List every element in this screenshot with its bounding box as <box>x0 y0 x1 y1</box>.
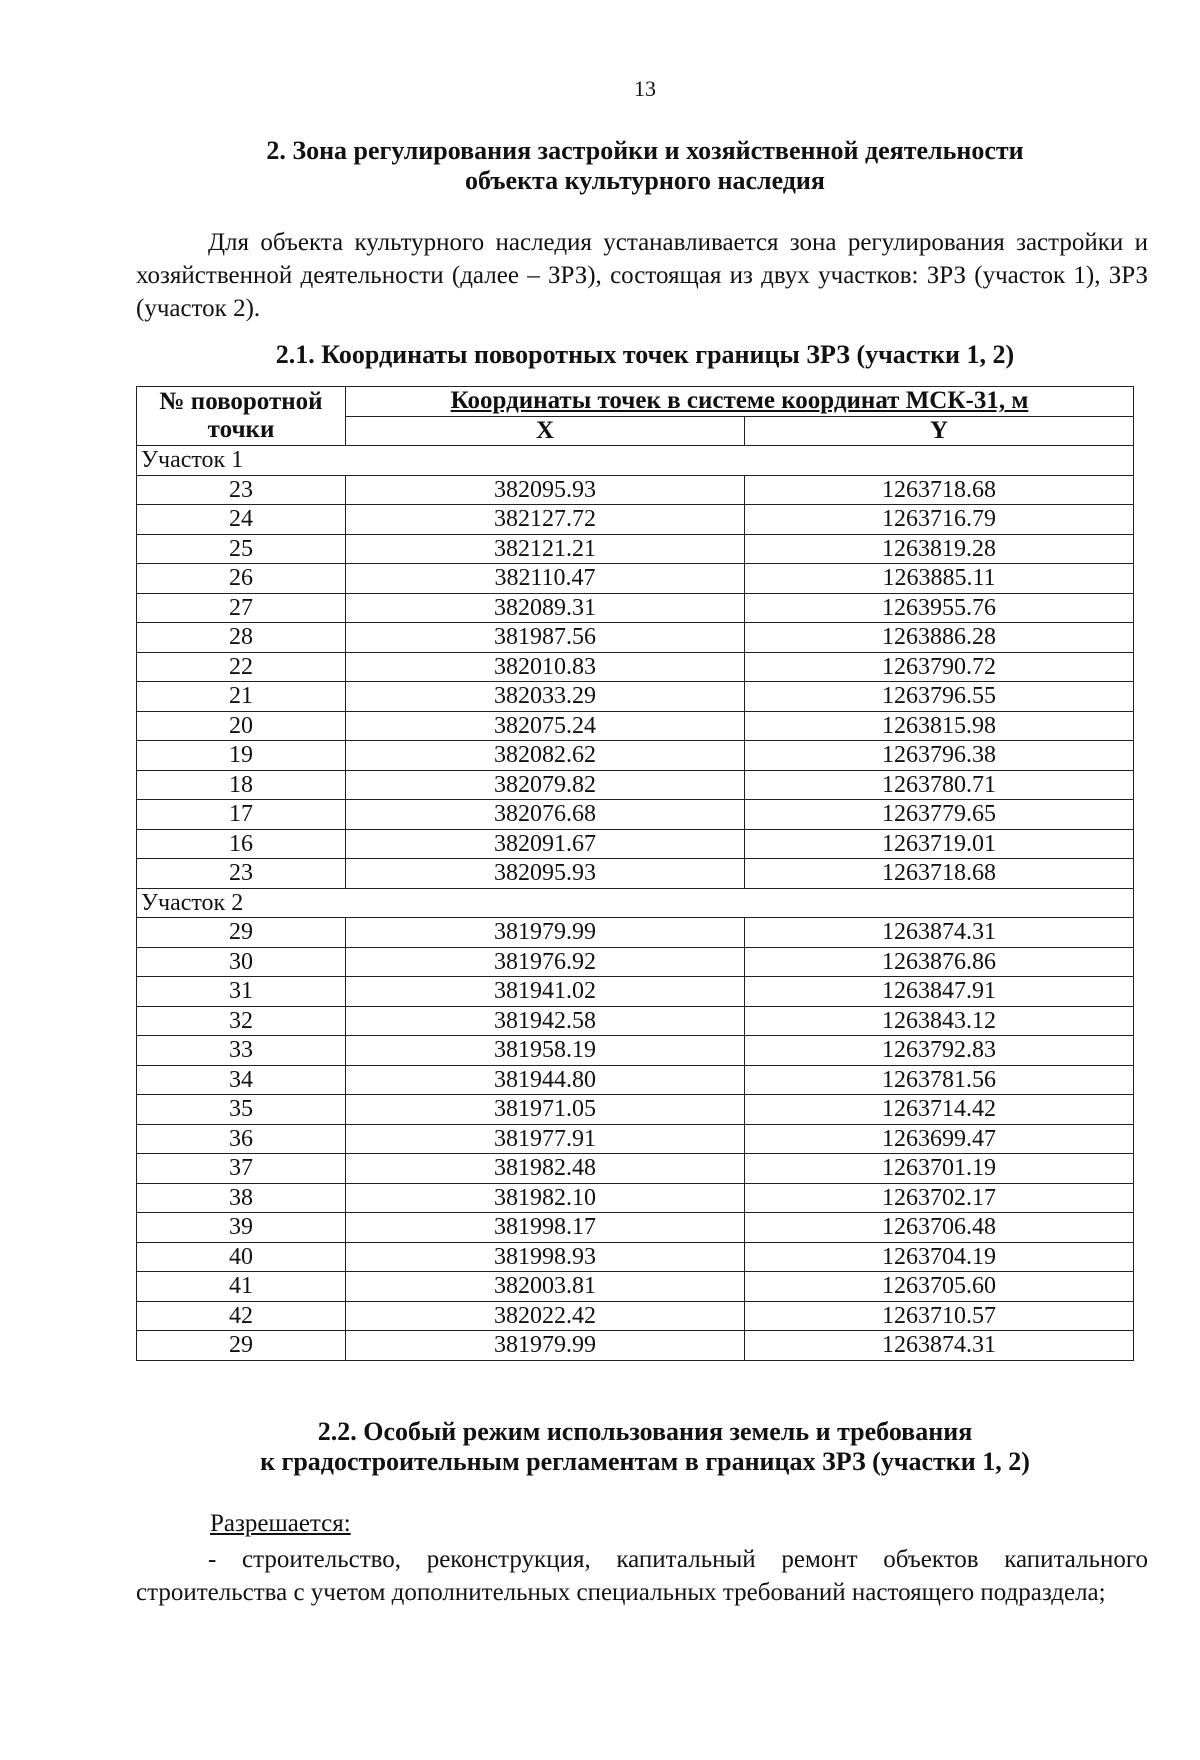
y-coordinate-cell: 1263718.68 <box>745 859 1134 889</box>
x-coordinate-cell: 382091.67 <box>346 829 745 859</box>
y-coordinate-cell: 1263876.86 <box>745 947 1134 977</box>
table-row <box>137 711 1134 741</box>
point-number-cell: 32 <box>137 1006 346 1036</box>
x-coordinate-cell: 381958.19 <box>346 1036 745 1066</box>
section-title-line-2: объекта культурного наследия <box>465 166 825 195</box>
x-coordinate-cell: 382095.93 <box>346 859 745 889</box>
section-label: Участок 1 <box>137 446 1134 476</box>
point-number-cell: 23 <box>137 475 346 505</box>
table-row <box>137 1095 1134 1125</box>
table-row <box>137 1183 1134 1213</box>
y-coordinate-cell: 1263701.19 <box>745 1154 1134 1184</box>
subsection-title-line-1: 2.2. Особый режим использования земель и требования <box>317 1417 973 1446</box>
y-coordinate-cell: 1263718.68 <box>745 475 1134 505</box>
point-number-cell: 28 <box>137 623 346 653</box>
x-coordinate-cell: 381971.05 <box>346 1095 745 1125</box>
table-row <box>137 829 1134 859</box>
point-number-cell: 29 <box>137 1331 346 1361</box>
x-coordinate-cell: 382075.24 <box>346 711 745 741</box>
x-coordinate-cell: 382076.68 <box>346 800 745 830</box>
table-row <box>137 1242 1134 1272</box>
table-row <box>137 859 1134 889</box>
x-coordinate-cell: 381987.56 <box>346 623 745 653</box>
table-row <box>137 593 1134 623</box>
section-title <box>120 136 1170 196</box>
table-row <box>137 1036 1134 1066</box>
section-label: Участок 2 <box>137 888 1134 918</box>
section-title-line-1: 2. Зона регулирования застройки и хозяйственной деятельности <box>266 136 1024 165</box>
point-number-cell: 30 <box>137 947 346 977</box>
table-row <box>137 623 1134 653</box>
point-number-cell: 27 <box>137 593 346 623</box>
point-number-cell: 21 <box>137 682 346 712</box>
table-row <box>137 652 1134 682</box>
section-row <box>137 888 1134 918</box>
x-coordinate-cell: 382022.42 <box>346 1301 745 1331</box>
x-coordinate-cell: 381941.02 <box>346 977 745 1007</box>
y-coordinate-cell: 1263716.79 <box>745 505 1134 535</box>
point-number-cell: 23 <box>137 859 346 889</box>
table-row <box>137 741 1134 771</box>
y-coordinate-cell: 1263815.98 <box>745 711 1134 741</box>
x-coordinate-cell: 381998.17 <box>346 1213 745 1243</box>
table-row <box>137 1006 1134 1036</box>
y-coordinate-cell: 1263885.11 <box>745 564 1134 594</box>
x-coordinate-cell: 381998.93 <box>346 1242 745 1272</box>
point-number-cell: 17 <box>137 800 346 830</box>
table-row <box>137 1272 1134 1302</box>
y-coordinate-cell: 1263796.38 <box>745 741 1134 771</box>
x-coordinate-cell: 381982.10 <box>346 1183 745 1213</box>
header-x: X <box>346 416 745 446</box>
table-row <box>137 1301 1134 1331</box>
x-coordinate-cell: 381944.80 <box>346 1065 745 1095</box>
table-row <box>137 1065 1134 1095</box>
table-row <box>137 564 1134 594</box>
table-row <box>137 947 1134 977</box>
x-coordinate-cell: 382089.31 <box>346 593 745 623</box>
point-number-cell: 40 <box>137 1242 346 1272</box>
point-number-cell: 25 <box>137 534 346 564</box>
y-coordinate-cell: 1263847.91 <box>745 977 1134 1007</box>
point-number-cell: 34 <box>137 1065 346 1095</box>
x-coordinate-cell: 382033.29 <box>346 682 745 712</box>
point-number-cell: 16 <box>137 829 346 859</box>
x-coordinate-cell: 382079.82 <box>346 770 745 800</box>
point-number-cell: 26 <box>137 564 346 594</box>
x-coordinate-cell: 381982.48 <box>346 1154 745 1184</box>
x-coordinate-cell: 381942.58 <box>346 1006 745 1036</box>
y-coordinate-cell: 1263705.60 <box>745 1272 1134 1302</box>
allowed-paragraph <box>136 1543 1148 1609</box>
x-coordinate-cell: 382110.47 <box>346 564 745 594</box>
y-coordinate-cell: 1263780.71 <box>745 770 1134 800</box>
coordinates-table-body <box>137 446 1134 1361</box>
header-point-number: № поворотной точки <box>137 387 346 446</box>
y-coordinate-cell: 1263790.72 <box>745 652 1134 682</box>
intro-paragraph <box>136 226 1148 325</box>
coordinates-table <box>136 386 1134 1361</box>
table-row <box>137 1124 1134 1154</box>
table-row <box>137 977 1134 1007</box>
point-number-cell: 18 <box>137 770 346 800</box>
point-number-cell: 37 <box>137 1154 346 1184</box>
y-coordinate-cell: 1263702.17 <box>745 1183 1134 1213</box>
table-header-row <box>137 387 1134 417</box>
y-coordinate-cell: 1263843.12 <box>745 1006 1134 1036</box>
table-row <box>137 475 1134 505</box>
x-coordinate-cell: 381979.99 <box>346 918 745 948</box>
y-coordinate-cell: 1263886.28 <box>745 623 1134 653</box>
y-coordinate-cell: 1263874.31 <box>745 1331 1134 1361</box>
y-coordinate-cell: 1263874.31 <box>745 918 1134 948</box>
point-number-cell: 41 <box>137 1272 346 1302</box>
y-coordinate-cell: 1263699.47 <box>745 1124 1134 1154</box>
allowed-label: Разрешается: <box>210 1510 351 1537</box>
x-coordinate-cell: 381977.91 <box>346 1124 745 1154</box>
table-row <box>137 1213 1134 1243</box>
point-number-cell: 39 <box>137 1213 346 1243</box>
y-coordinate-cell: 1263714.42 <box>745 1095 1134 1125</box>
table-row <box>137 800 1134 830</box>
x-coordinate-cell: 382010.83 <box>346 652 745 682</box>
x-coordinate-cell: 381979.99 <box>346 1331 745 1361</box>
page-number: 13 <box>634 76 656 101</box>
y-coordinate-cell: 1263706.48 <box>745 1213 1134 1243</box>
x-coordinate-cell: 382121.21 <box>346 534 745 564</box>
section-row <box>137 446 1134 476</box>
x-coordinate-cell: 382127.72 <box>346 505 745 535</box>
point-number-cell: 38 <box>137 1183 346 1213</box>
x-coordinate-cell: 382095.93 <box>346 475 745 505</box>
header-y: Y <box>745 416 1134 446</box>
table-title: 2.1. Координаты поворотных точек границы ЗРЗ (участки 1, 2) <box>275 340 1015 369</box>
point-number-cell: 24 <box>137 505 346 535</box>
y-coordinate-cell: 1263792.83 <box>745 1036 1134 1066</box>
table-row <box>137 682 1134 712</box>
allowed-text: - строительство, реконструкция, капитальный ремонт объектов капитального строительства с учетом дополнительных специальных требований настоящего подраздела; <box>136 1546 1148 1606</box>
point-number-cell: 33 <box>137 1036 346 1066</box>
point-number-cell: 20 <box>137 711 346 741</box>
table-row <box>137 770 1134 800</box>
point-number-cell: 35 <box>137 1095 346 1125</box>
intro-text: Для объекта культурного наследия устанавливается зона регулирования застройки и хозяйственной деятельности (далее – ЗРЗ), состоящая из двух участков: ЗРЗ (участок 1), ЗРЗ (участок 2). <box>136 229 1148 322</box>
y-coordinate-cell: 1263796.55 <box>745 682 1134 712</box>
table-row <box>137 534 1134 564</box>
y-coordinate-cell: 1263779.65 <box>745 800 1134 830</box>
y-coordinate-cell: 1263710.57 <box>745 1301 1134 1331</box>
x-coordinate-cell: 381976.92 <box>346 947 745 977</box>
point-number-cell: 42 <box>137 1301 346 1331</box>
x-coordinate-cell: 382003.81 <box>346 1272 745 1302</box>
table-row <box>137 918 1134 948</box>
y-coordinate-cell: 1263719.01 <box>745 829 1134 859</box>
subsection-title-line-2: к градостроительным регламентам в границах ЗРЗ (участки 1, 2) <box>260 1447 1030 1476</box>
point-number-cell: 19 <box>137 741 346 771</box>
x-coordinate-cell: 382082.62 <box>346 741 745 771</box>
y-coordinate-cell: 1263704.19 <box>745 1242 1134 1272</box>
y-coordinate-cell: 1263819.28 <box>745 534 1134 564</box>
table-row <box>137 1154 1134 1184</box>
point-number-cell: 22 <box>137 652 346 682</box>
y-coordinate-cell: 1263781.56 <box>745 1065 1134 1095</box>
point-number-cell: 36 <box>137 1124 346 1154</box>
subsection-title <box>120 1417 1170 1477</box>
table-row <box>137 1331 1134 1361</box>
y-coordinate-cell: 1263955.76 <box>745 593 1134 623</box>
point-number-cell: 29 <box>137 918 346 948</box>
table-row <box>137 505 1134 535</box>
header-coordinates: Координаты точек в системе координат МСК-31, м <box>346 387 1134 417</box>
point-number-cell: 31 <box>137 977 346 1007</box>
